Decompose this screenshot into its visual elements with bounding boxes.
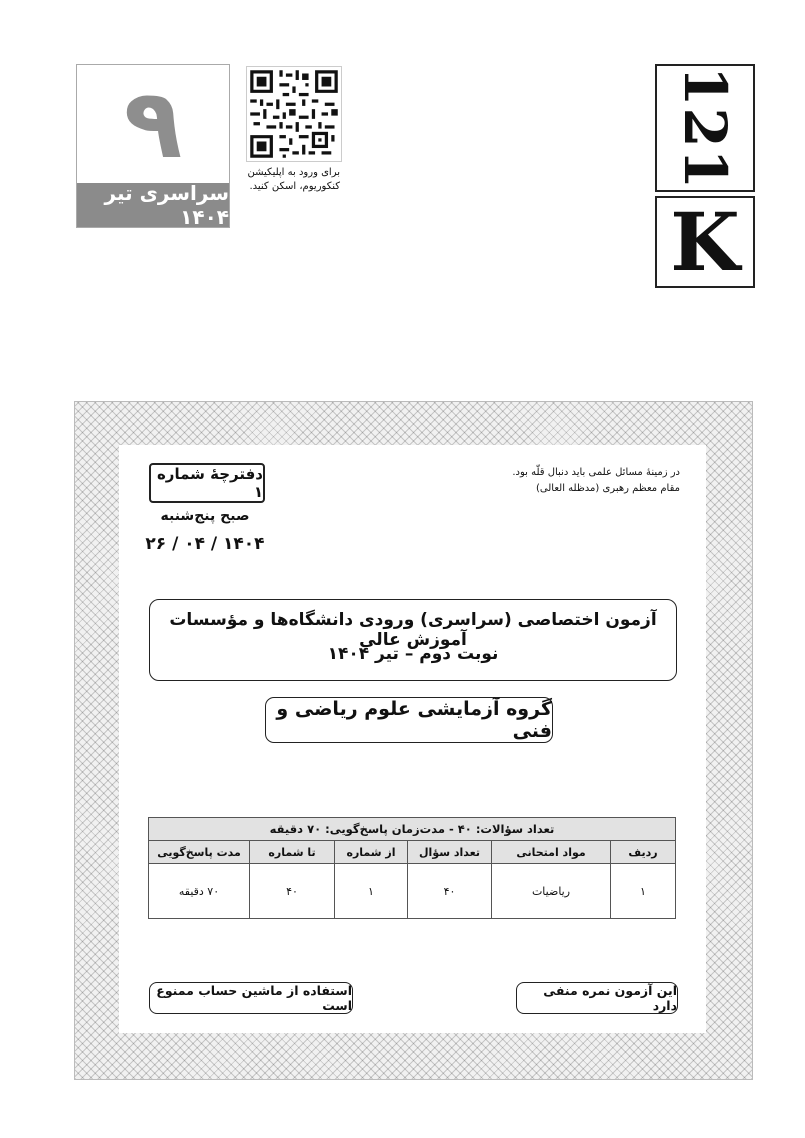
exam-date: ۱۴۰۴ / ۰۴ / ۲۶	[145, 534, 265, 554]
cell-duration: ۷۰ دقیقه	[149, 864, 250, 919]
exam-title: آزمون اختصاصی (سراسری) ورودی دانشگاه‌ها و مؤسسات آموزش عالی	[169, 610, 657, 650]
qr-code-graphic	[247, 67, 341, 161]
cell-subject: ریاضیات	[492, 864, 611, 919]
col-header-duration: مدت پاسخ‌گویی	[149, 841, 250, 864]
exam-title-box	[149, 599, 677, 681]
quote	[470, 465, 680, 497]
exam-session: صبح پنج‌شنبه	[160, 508, 250, 524]
qr-code	[246, 66, 342, 162]
quote-author: مقام معظم رهبری (مدظله العالی)	[536, 483, 680, 494]
cell-count: ۴۰	[408, 864, 492, 919]
exam-code-number-text: 121	[671, 65, 740, 191]
table-row	[149, 864, 676, 919]
col-header-count: تعداد سؤال	[408, 841, 492, 864]
cell-to: ۴۰	[250, 864, 335, 919]
exam-code-number	[655, 64, 755, 192]
col-header-index: ردیف	[611, 841, 676, 864]
table-summary: تعداد سؤالات: ۴۰ - مدت‌زمان پاسخ‌گویی: ۷۰ دقیقه	[149, 818, 676, 841]
col-header-to: تا شماره	[250, 841, 335, 864]
cell-index: ۱	[611, 864, 676, 919]
booklet-number-badge	[76, 64, 230, 228]
quote-text: در زمینهٔ مسائل علمی باید دنبال قلّه بود.	[512, 467, 680, 478]
booklet-label: دفترچهٔ شماره ۱	[149, 463, 265, 503]
exam-code-letter: K	[655, 196, 755, 288]
qr-caption-line1: برای ورود به اپلیکیشن	[247, 167, 340, 178]
exam-group: گروه آزمایشی علوم ریاضی و فنی	[265, 697, 553, 743]
col-header-subject: مواد امتحانی	[492, 841, 611, 864]
calculator-note: استفاده از ماشین حساب ممنوع است	[149, 982, 353, 1014]
badge-caption: سراسری تیر ۱۴۰۴	[77, 183, 229, 227]
col-header-from: از شماره	[335, 841, 408, 864]
badge-number: ۹	[123, 68, 183, 180]
subjects-table	[148, 817, 676, 919]
exam-round: نوبت دوم – تیر ۱۴۰۴	[327, 644, 499, 664]
qr-caption	[240, 166, 340, 194]
cell-from: ۱	[335, 864, 408, 919]
negative-mark-note: این آزمون نمره منفی دارد	[516, 982, 678, 1014]
qr-caption-line2: کنکوریوم، اسکن کنید.	[249, 181, 340, 192]
